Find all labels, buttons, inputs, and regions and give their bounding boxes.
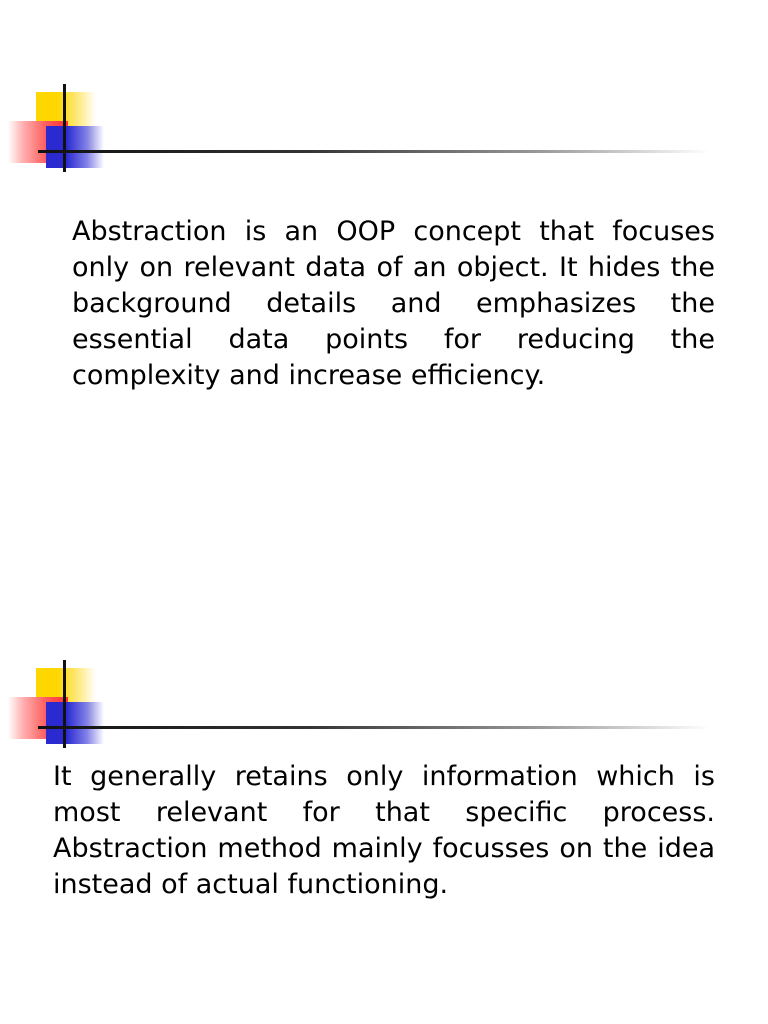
blue-square [46,702,104,744]
corner-squares-ornament-icon [0,0,768,200]
slide-2 [0,576,768,1024]
vertical-rule [63,660,66,748]
slide-2-paragraph: It generally retains only information which is most relevant for that specific process. Abstraction method mainly focusses on the idea instead of actual functioning. [53,761,715,900]
slide-1-paragraph: Abstraction is an OOP concept that focuses only on relevant data of an object. It hides the background details and emphasizes the essential data points for reducing the complexity and increase efficiency. [72,216,715,391]
horizontal-rule [38,726,710,729]
